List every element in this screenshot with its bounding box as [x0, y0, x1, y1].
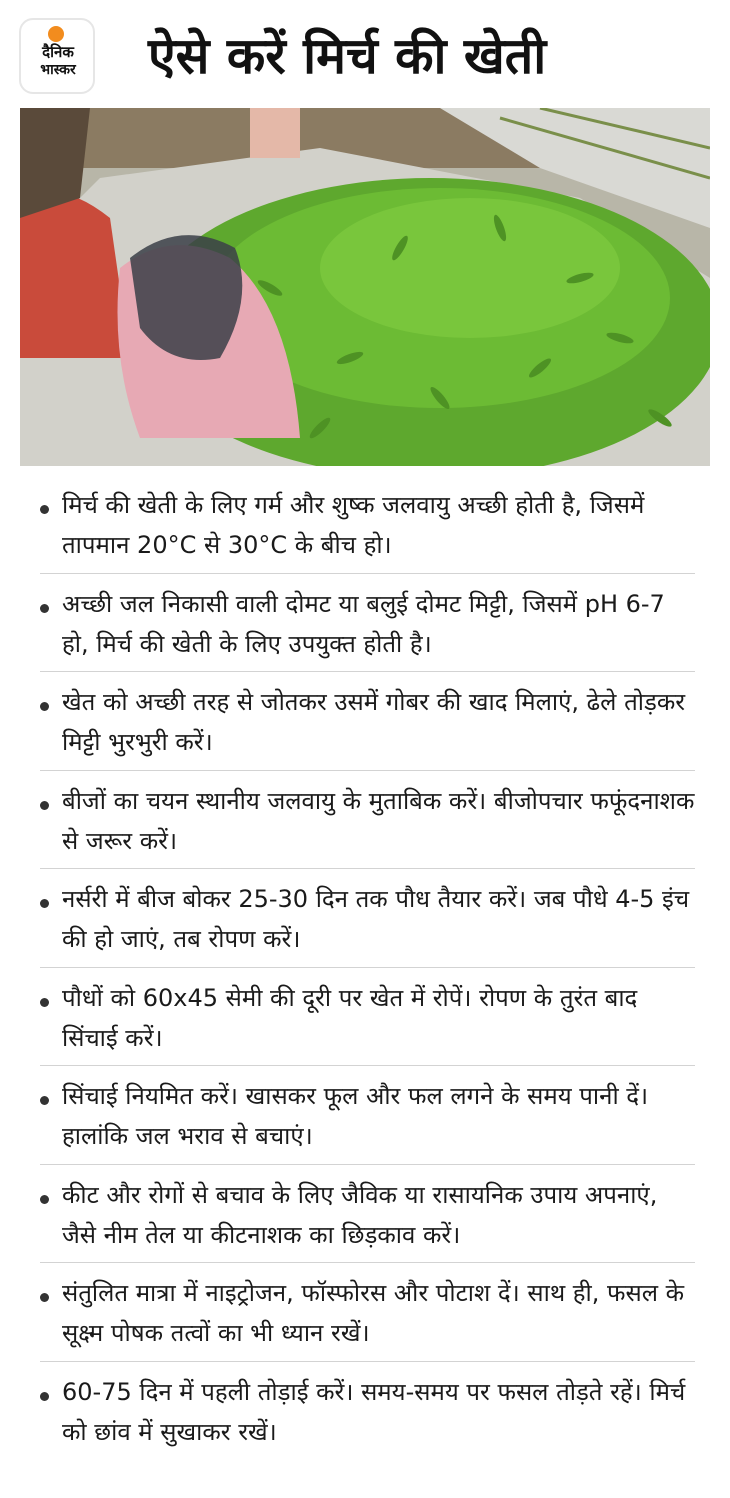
tip-text: कीट और रोगों से बचाव के लिए जैविक या रासायनिक उपाय अपनाएं, जैसे नीम तेल या कीटनाशक का छिड़काव करें।	[62, 1180, 658, 1249]
tip-text: नर्सरी में बीज बोकर 25-30 दिन तक पौध तैयार करें। जब पौधे 4-5 इंच की हो जाएं, तब रोपण करें।	[62, 885, 690, 953]
chilli-harvest-photo	[20, 108, 710, 466]
chilli-harvest-illustration	[20, 108, 710, 466]
list-item	[40, 672, 695, 771]
bullet-icon	[40, 1293, 49, 1302]
tip-text: खेत को अच्छी तरह से जोतकर उसमें गोबर की खाद मिलाएं, ढेले तोड़कर मिट्टी भुरभुरी करें।	[62, 688, 686, 756]
bullet-icon	[40, 998, 49, 1007]
tip-text: सिंचाई नियमित करें। खासकर फूल और फल लगने के समय पानी दें। हालांकि जल भराव से बचाएं।	[62, 1082, 649, 1150]
list-item	[40, 1263, 695, 1362]
bullet-icon	[40, 1195, 49, 1204]
list-item	[40, 771, 695, 870]
list-item	[40, 475, 695, 574]
tip-text: पौधों को 60x45 सेमी की दूरी पर खेत में रोपें। रोपण के तुरंत बाद सिंचाई करें।	[62, 983, 638, 1052]
tip-text: बीजों का चयन स्थानीय जलवायु के मुताबिक करें। बीजोपचार फफूंदनाशक से जरूर करें।	[62, 786, 695, 855]
list-item	[40, 968, 695, 1067]
bullet-icon	[40, 801, 49, 810]
list-item	[40, 1165, 695, 1264]
bullet-icon	[40, 702, 49, 711]
tip-text: अच्छी जल निकासी वाली दोमट या बलुई दोमट मिट्टी, जिसमें pH 6-7 हो, मिर्च की खेती के लिए उपयुक्त होती है।	[62, 589, 665, 658]
logo-text-line2: भास्कर	[40, 62, 76, 78]
dainik-bhaskar-logo[interactable]	[19, 18, 95, 94]
bullet-icon	[40, 899, 49, 908]
tip-text: मिर्च की खेती के लिए गर्म और शुष्क जलवायु अच्छी होती है, जिसमें तापमान 20°C से 30°C के बीच हो।	[62, 491, 645, 559]
tip-text: संतुलित मात्रा में नाइट्रोजन, फॉस्फोरस और पोटाश दें। साथ ही, फसल के सूक्ष्म पोषक तत्वों का भी ध्यान रखें।	[62, 1279, 685, 1347]
bullet-icon	[40, 1096, 49, 1105]
list-item	[40, 1362, 695, 1461]
tip-text: 60-75 दिन में पहली तोड़ाई करें। समय-समय पर फसल तोड़ते रहें। मिर्च को छांव में सुखाकर रखें।	[62, 1377, 686, 1446]
list-item	[40, 1066, 695, 1165]
bullet-icon	[40, 1392, 49, 1401]
page-title: ऐसे करें मिर्च की खेती	[148, 27, 547, 85]
sun-icon	[48, 26, 64, 42]
bullet-icon	[40, 604, 49, 613]
logo-text-line1: दैनिक	[42, 43, 74, 61]
header	[0, 0, 730, 108]
list-item	[40, 574, 695, 673]
tips-list	[40, 475, 695, 1460]
bullet-icon	[40, 505, 49, 514]
list-item	[40, 869, 695, 968]
